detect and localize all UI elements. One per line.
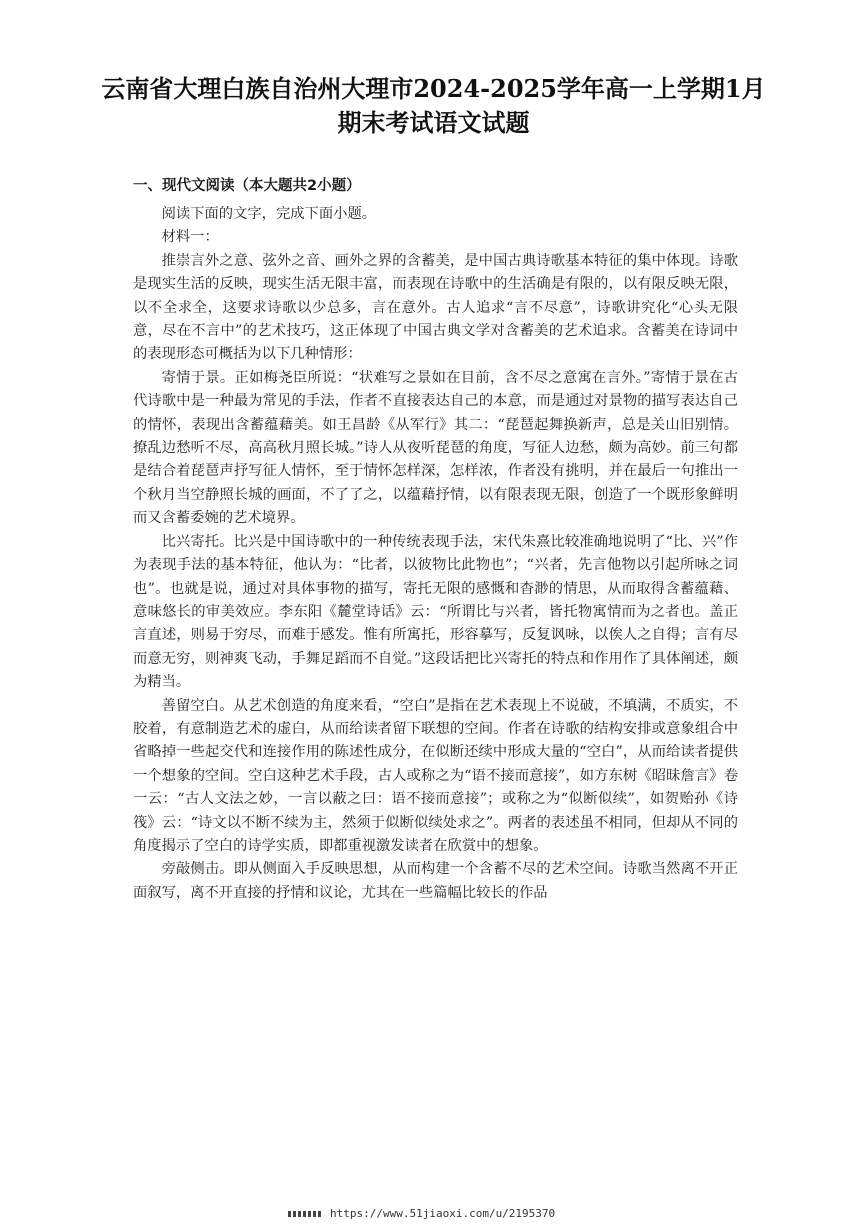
document-title: 云南省大理白族自治州大理市2024-2025学年高一上学期1月期末考试语文试题 <box>101 74 766 137</box>
body-paragraph: 推崇言外之意、弦外之音、画外之界的含蓄美，是中国古典诗歌基本特征的集中体现。诗歌是现实生活的反映，现实生活无限丰富，而表现在诗歌中的生活确是有限的，以有限反映无限，以不全求全，这要求诗歌以少总多，言在意外。古人追求“言不尽意”，诗歌讲究化“心头无限意，尽在不言中”的艺术技巧，这正体现了中国古典文学对含蓄美的艺术追求。含蓄美在诗词中的表现形态可概括为以下几种情形： <box>133 252 738 363</box>
instruction-paragraph: 阅读下面的文字，完成下面小题。 <box>161 206 377 222</box>
section-heading: 一、现代文阅读（本大题共2小题） <box>133 178 361 194</box>
watermark-mark-icon <box>288 1211 322 1217</box>
body-paragraph: 善留空白。从艺术创造的角度来看，“空白”是指在艺术表现上不说破，不填满，不质实，不胶着，有意制造艺术的虚白，从而给读者留下联想的空间。作者在诗歌的结构安排或意象组合中省略掉一些起交代和连接作用的陈述性成分，在似断还续中形成大量的“空白”，从而给读者提供一个想象的空间。空白这种艺术手段，古人或称之为“语不接而意接”，如方东树《昭昧詹言》卷一云：“古人文法之妙，一言以蔽之曰：语不接而意接”；或称之为“似断似续”，如贺贻孙《诗筏》云：“诗文以不断不续为主，然须于似断似续处求之”。两者的表述虽不相同，但却从不同的角度揭示了空白的诗学实质，即都重视激发读者在欣赏中的想象。 <box>133 697 738 854</box>
footer-watermark <box>288 1206 588 1222</box>
body-paragraph: 比兴寄托。比兴是中国诗歌中的一种传统表现手法，宋代朱熹比较准确地说明了“比、兴”作为表现手法的基本特征，他认为：“比者，以彼物比此物也”；“兴者，先言他物以引起所咏之词也”。也就是说，通过对具体事物的描写，寄托无限的感慨和杳渺的情思，从而取得含蓄蕴藉、意味悠长的审美效应。李东阳《麓堂诗话》云：“所谓比与兴者，皆托物寓情而为之者也。盖正言直述，则易于穷尽，而难于感发。惟有所寓托，形容摹写，反复讽咏，以俟人之自得；言有尽而意无穷，则神爽飞动，手舞足蹈而不自觉。”这段话把比兴寄托的特点和作用作了具体阐述，颇为精当。 <box>133 533 738 691</box>
document-body <box>133 203 738 905</box>
footer-url[interactable]: https://www.51jiaoxi.com/u/2195370 <box>330 1207 556 1220</box>
body-paragraph: 寄情于景。正如梅尧臣所说：“状难写之景如在目前，含不尽之意寓在言外。”寄情于景在古代诗歌中是一种最为常见的手法，作者不直接表达自己的本意，而是通过对景物的描写表达自己的情怀，表现出含蓄蕴藉美。如王昌龄《从军行》其二：“琵琶起舞换新声，总是关山旧别情。撩乱边愁听不尽，高高秋月照长城。”诗人从夜听琵琶的角度，写征人边愁，颇为高妙。前三句都是结合着琵琶声抒写征人情怀，至于情怀怎样深，怎样浓，作者没有挑明，并在最后一句推出一个秋月当空静照长城的画面，不了了之，以蕴藉抒情，以有限表现无限，创造了一个既形象鲜明而又含蓄委婉的艺术境界。 <box>133 369 738 527</box>
material-label: 材料一： <box>161 229 219 246</box>
body-paragraph: 旁敲侧击。即从侧面入手反映思想，从而构建一个含蓄不尽的艺术空间。诗歌当然离不开正面叙写，离不开直接的抒情和议论，尤其在一些篇幅比较长的作品 <box>133 861 738 901</box>
